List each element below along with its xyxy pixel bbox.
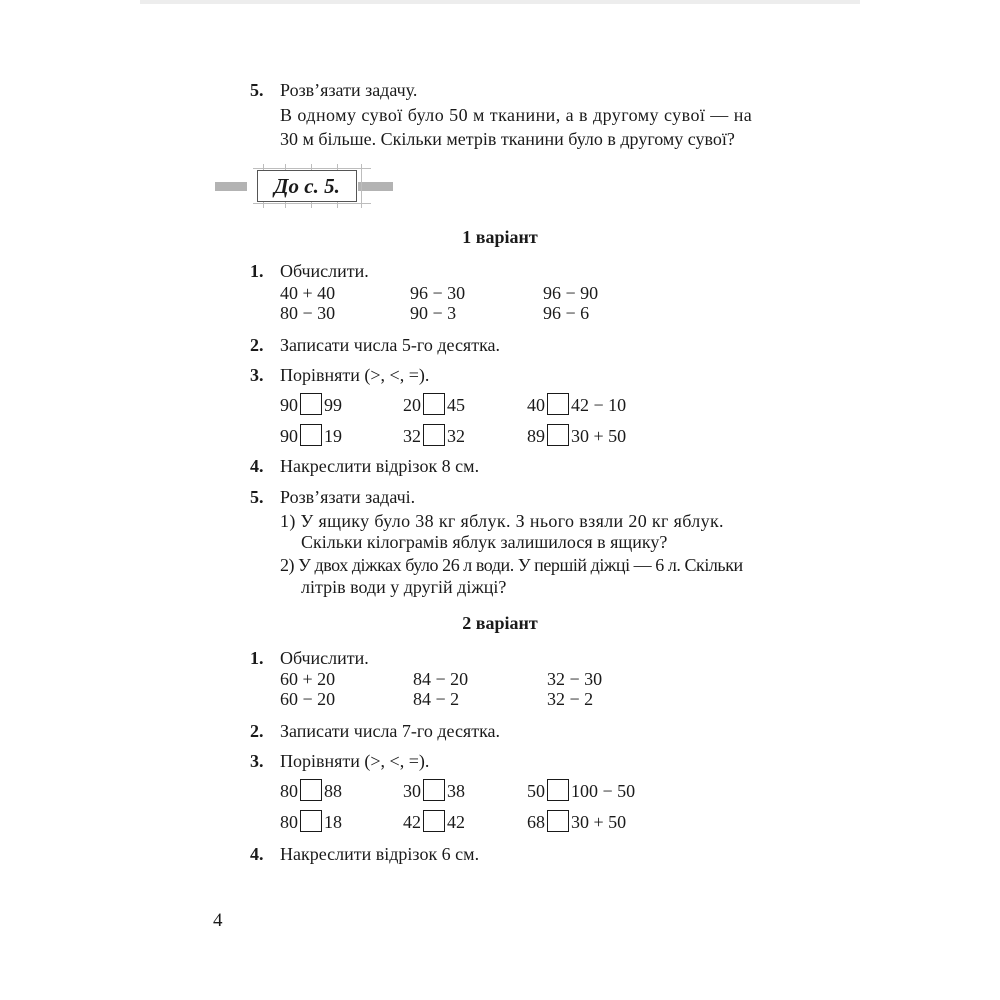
comparison-item: 90 19 bbox=[280, 426, 342, 446]
answer-box[interactable] bbox=[300, 424, 322, 446]
task-text: Порівняти (>, <, =). bbox=[280, 751, 430, 771]
expression: 32 − 2 bbox=[547, 689, 594, 709]
section-bar-left bbox=[215, 182, 247, 191]
expression: 32 − 30 bbox=[547, 669, 603, 689]
expression: 80 − 30 bbox=[280, 303, 336, 323]
answer-box[interactable] bbox=[300, 779, 322, 801]
comparison-item: 30 38 bbox=[403, 781, 465, 801]
task-text-line: 30 м більше. Скільки метрів тканини було в другому сувої? bbox=[280, 129, 735, 149]
answer-box[interactable] bbox=[547, 424, 569, 446]
section-title-box bbox=[257, 170, 357, 202]
comparison-item: 80 18 bbox=[280, 812, 342, 832]
page-number: 4 bbox=[213, 910, 223, 931]
task-number: 1. bbox=[250, 648, 264, 668]
expression: 90 − 3 bbox=[410, 303, 457, 323]
task-title: Розв’язати задачі. bbox=[280, 487, 416, 507]
comparison-item: 42 42 bbox=[403, 812, 465, 832]
task-number: 5. bbox=[250, 80, 264, 100]
answer-box[interactable] bbox=[300, 393, 322, 415]
subtask-line: літрів води у другій діжці? bbox=[301, 577, 507, 597]
comparison-item: 80 88 bbox=[280, 781, 342, 801]
section-header bbox=[215, 164, 395, 208]
task-text: Записати числа 5-го десятка. bbox=[280, 335, 501, 355]
answer-box[interactable] bbox=[423, 393, 445, 415]
answer-box[interactable] bbox=[547, 779, 569, 801]
task-number: 3. bbox=[250, 365, 264, 385]
answer-box[interactable] bbox=[423, 810, 445, 832]
task-text: Порівняти (>, <, =). bbox=[280, 365, 430, 385]
task-title: Розв’язати задачу. bbox=[280, 80, 418, 100]
comparison-item: 68 30 + 50 bbox=[527, 812, 627, 832]
page-top-edge bbox=[140, 0, 860, 4]
expression: 96 − 30 bbox=[410, 283, 466, 303]
expression: 60 + 20 bbox=[280, 669, 336, 689]
comparison-item: 40 42 − 10 bbox=[527, 395, 627, 415]
expression: 84 − 20 bbox=[413, 669, 469, 689]
task-number: 2. bbox=[250, 721, 264, 741]
task-text: Записати числа 7-го десятка. bbox=[280, 721, 501, 741]
answer-box[interactable] bbox=[423, 779, 445, 801]
task-text: Накреслити відрізок 8 см. bbox=[280, 456, 480, 476]
task-text-line: В одному сувої було 50 м тканини, а в другому сувої — на bbox=[280, 105, 753, 125]
task-number: 1. bbox=[250, 261, 264, 281]
comparison-item: 89 30 + 50 bbox=[527, 426, 627, 446]
variant-2-heading: 2 варіант bbox=[462, 613, 538, 633]
comparison-item: 90 99 bbox=[280, 395, 342, 415]
task-number: 5. bbox=[250, 487, 264, 507]
answer-box[interactable] bbox=[423, 424, 445, 446]
task-title: Обчислити. bbox=[280, 648, 369, 668]
comparison-item: 32 32 bbox=[403, 426, 465, 446]
comparison-item: 50 100 − 50 bbox=[527, 781, 636, 801]
task-number: 2. bbox=[250, 335, 264, 355]
comparison-item: 20 45 bbox=[403, 395, 465, 415]
section-title: До с. 5. bbox=[274, 174, 340, 198]
variant-1-heading: 1 варіант bbox=[462, 227, 538, 247]
answer-box[interactable] bbox=[547, 810, 569, 832]
answer-box[interactable] bbox=[300, 810, 322, 832]
expression: 96 − 6 bbox=[543, 303, 590, 323]
expression: 96 − 90 bbox=[543, 283, 599, 303]
subtask-line: 1) У ящику було 38 кг яблук. З нього взяли 20 кг яблук. bbox=[280, 511, 724, 531]
subtask-line: Скільки кілограмів яблук залишилося в ящику? bbox=[301, 532, 668, 552]
expression: 84 − 2 bbox=[413, 689, 460, 709]
subtask-line: 2) У двох діжках було 26 л води. У першій діжці — 6 л. Скільки bbox=[280, 555, 743, 575]
expression: 60 − 20 bbox=[280, 689, 336, 709]
expression: 40 + 40 bbox=[280, 283, 336, 303]
task-number: 4. bbox=[250, 844, 264, 864]
task-title: Обчислити. bbox=[280, 261, 369, 281]
answer-box[interactable] bbox=[547, 393, 569, 415]
task-text: Накреслити відрізок 6 см. bbox=[280, 844, 480, 864]
task-number: 3. bbox=[250, 751, 264, 771]
task-number: 4. bbox=[250, 456, 264, 476]
